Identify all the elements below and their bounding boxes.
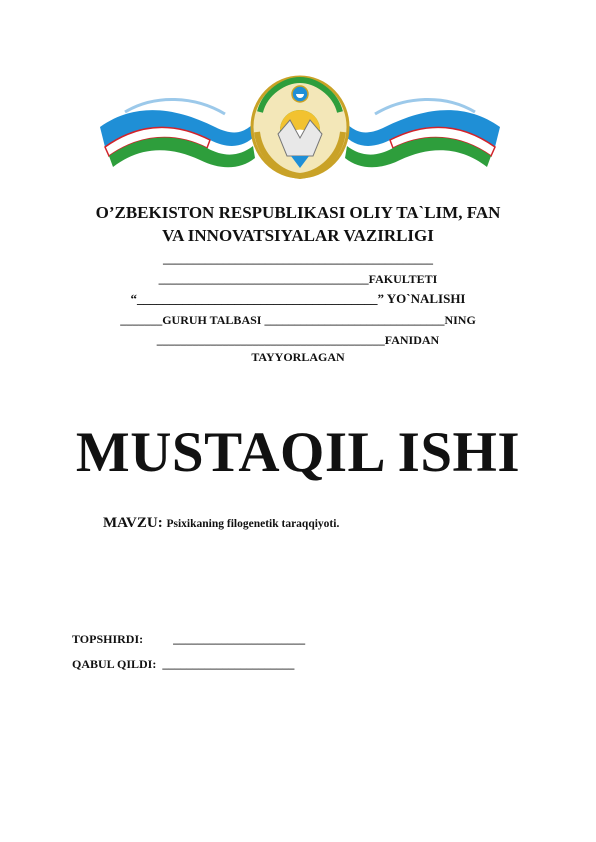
- topic-value: Psixikaning filogenetik taraqqiyoti.: [166, 518, 340, 530]
- coat-of-arms-icon: [252, 77, 348, 177]
- accepted-blank: ______________________: [162, 657, 295, 671]
- flag-ribbon-right: [343, 99, 500, 167]
- subject-line: ______________________________________FANIDAN: [156, 333, 440, 347]
- accepted-label: QABUL QILDI:: [72, 657, 157, 671]
- accepted-line: [72, 657, 294, 672]
- flag-ribbon-left: [100, 99, 257, 167]
- direction-line: “_____________________________________” YO`NALISHI: [130, 291, 466, 306]
- topic-label: MAVZU:: [103, 515, 167, 531]
- blank-line: _____________________________________________: [163, 252, 433, 266]
- faculty-line: ___________________________________FAKULTETI: [158, 272, 438, 286]
- document-title: MUSTAQIL ISHI: [75, 421, 521, 484]
- submitted-blank: ______________________: [173, 632, 306, 646]
- ministry-header: [40, 201, 556, 247]
- topic-line: [103, 514, 339, 532]
- group-line: _______GURUH TALBASI ______________________________NING: [120, 313, 476, 327]
- submitted-line: [72, 632, 305, 647]
- state-emblem-banner: [95, 72, 505, 182]
- submitted-label: TOPSHIRDI:: [72, 632, 144, 646]
- prepared-line: TAYYORLAGAN: [251, 350, 345, 364]
- ministry-line-1: O’ZBEKISTON RESPUBLIKASI OLIY TA`LIM, FAN: [95, 203, 501, 222]
- ministry-line-2: VA INNOVATSIYALAR VAZIRLIGI: [162, 226, 434, 245]
